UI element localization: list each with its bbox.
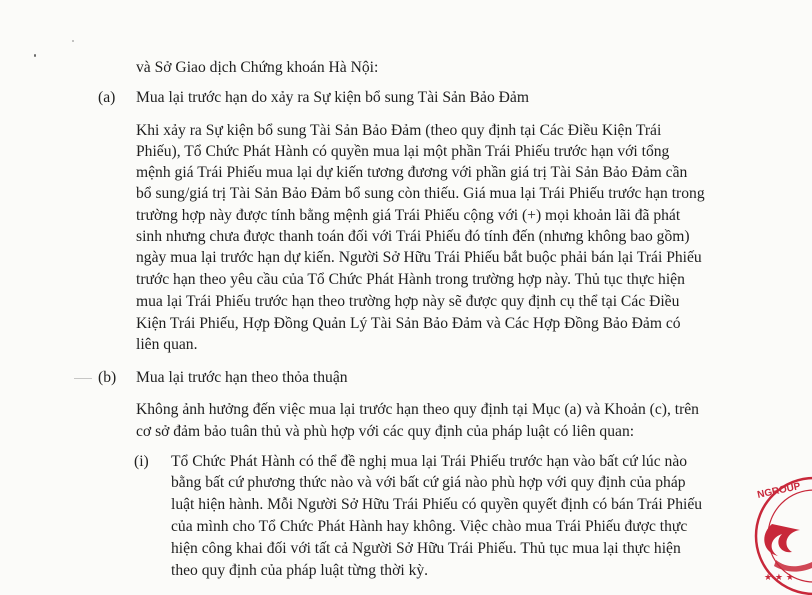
text-line: mệnh giá Trái Phiếu mua lại dự kiến tương đương với phần giá trị Tài Sản Bảo Đảm cần <box>136 164 688 181</box>
scan-speck <box>74 378 92 379</box>
text-line: Kiện Trái Phiếu, Hợp Đồng Quản Lý Tài Sản Bảo Đảm và Các Hợp Đồng Bảo Đảm có <box>136 315 681 332</box>
text-line: bằng bất cứ phương thức nào và với bất cứ giá nào phù hợp với quy định của pháp <box>171 474 686 491</box>
seal-stars-icon: ★ ★ ★ <box>764 573 794 583</box>
text-line: cơ sở đảm bảo tuân thủ và phù hợp với các quy định của pháp luật có liên quan: <box>136 423 635 440</box>
item-marker-a: (a) <box>98 89 116 106</box>
text-line: luật hiện hành. Mỗi Người Sở Hữu Trái Phiếu có quyền quyết định có bán Trái Phiếu <box>171 496 703 513</box>
seal-emblem-icon <box>774 560 812 572</box>
text-line: hiện công khai đối với tất cả Người Sở Hữu Trái Phiếu. Thủ tục mua lại thực hiện <box>171 540 681 557</box>
company-seal <box>752 472 812 590</box>
text-line: Tổ Chức Phát Hành có thể đề nghị mua lại Trái Phiếu trước hạn vào bất cứ lúc nào <box>171 453 688 470</box>
text-line: ngày mua lại trước hạn dự kiến. Người Sở Hữu Trái Phiếu bắt buộc phải bán lại Trái Phiếu <box>136 249 702 266</box>
text-line: mua lại Trái Phiếu trước hạn theo trường hợp này sẽ được quy định cụ thể tại Các Điều <box>136 293 680 310</box>
section-a-title: Mua lại trước hạn do xảy ra Sự kiện bổ sung Tài Sản Bảo Đảm <box>136 89 529 106</box>
item-marker-b: (b) <box>98 369 117 386</box>
seal-graphic <box>752 472 812 590</box>
seal-text: NGROUP <box>756 481 802 501</box>
text-line: của mình cho Tổ Chức Phát Hành hay không. Việc chào mua Trái Phiếu được thực <box>171 518 688 535</box>
scan-speck <box>34 54 36 57</box>
text-line: trước hạn theo yêu cầu của Tổ Chức Phát Hành trong trường hợp này. Thủ tục thực hiện <box>136 271 685 288</box>
scan-speck <box>72 40 74 42</box>
text-line: Phiếu), Tổ Chức Phát Hành có quyền mua lại một phần Trái Phiếu trước hạn với tổng <box>136 143 670 160</box>
text-line: Không ảnh hưởng đến việc mua lại trước hạn theo quy định tại Mục (a) và Khoản (c), trên <box>136 401 699 418</box>
text-line: trường hợp này được tính bằng mệnh giá Trái Phiếu cộng với (+) mọi khoản lãi đã phát <box>136 207 681 224</box>
seal-emblem-icon <box>764 524 800 556</box>
text-line: theo quy định của pháp luật từng thời kỳ. <box>171 562 429 579</box>
item-marker-i: (i) <box>134 453 149 470</box>
continuation-line: và Sở Giao dịch Chứng khoán Hà Nội: <box>136 59 379 76</box>
text-line: sinh nhưng chưa được thanh toán đối với Trái Phiếu đó tính đến (nhưng không bao gồm) <box>136 228 690 245</box>
text-line: liên quan. <box>136 336 198 353</box>
text-line: Khi xảy ra Sự kiện bổ sung Tài Sản Bảo Đảm (theo quy định tại Các Điều Kiện Trái <box>136 122 662 139</box>
text-line: bổ sung/giá trị Tài Sản Bảo Đảm bổ sung còn thiếu. Giá mua lại Trái Phiếu trước hạn trong <box>136 185 705 202</box>
section-b-title: Mua lại trước hạn theo thỏa thuận <box>136 369 348 386</box>
